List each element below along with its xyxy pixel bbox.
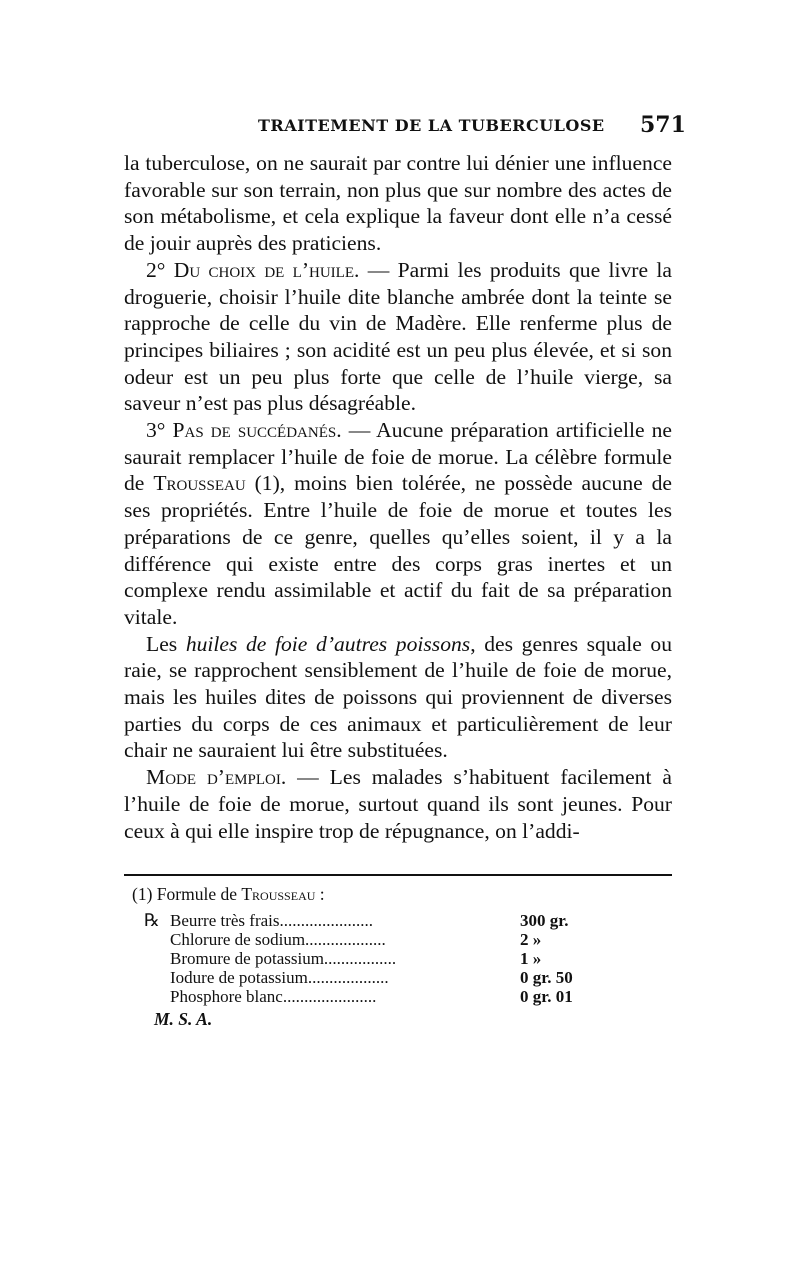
paragraph-text: , des genres squale ou raie, se rapprochent sensiblement de l’huile de foie de morue, mais les huiles dites de poissons qui proviennent de diverses parties du corps de ces animaux et particulièrement de leur chair ne sauraient lui être substituées. (124, 631, 673, 763)
ingredient-quantity: 0 gr. 50 (520, 967, 573, 987)
section-heading: Mode d’emploi. (146, 765, 287, 790)
ingredient-name: Beurre très frais...................... (170, 910, 374, 930)
section-heading: 2° Du choix de l’huile. (146, 257, 360, 282)
paragraph-succedanes (124, 417, 672, 631)
footnote (132, 884, 672, 1030)
paragraph-text: (1), moins bien tolérée, ne possède aucune de ses propriétés. Entre l’huile de foie de morue et toutes les préparations de ce genre, quelles qu’elles soient, il y a la différence qui existe entre des corps gras inertes et un complexe rendu assimilable et actif du fait de sa préparation vitale. (124, 471, 672, 629)
italic-term: huiles de foie d’autres poissons (185, 631, 471, 656)
running-title: TRAITEMENT DE LA TUBERCULOSE (258, 116, 605, 135)
author-name: Trousseau (241, 884, 316, 904)
body-text (124, 150, 672, 844)
page-number: 571 (640, 112, 686, 138)
ingredient-quantity: 300 gr. (520, 910, 569, 930)
recipe-row (132, 986, 672, 1005)
recipe-symbol: ℞ (144, 909, 160, 930)
paragraph-text: Les (146, 631, 186, 656)
paragraph-continuation: la tuberculose, on ne saurait par contre lui dénier une influence favorable sur son terrain, non plus que sur nombre des actes de son métabolisme, et cela explique la faveur dont elle n’a cessé de jouir auprès des praticiens. (124, 151, 672, 256)
section-heading: 3° Pas de succédanés. (146, 418, 342, 443)
recipe-row (132, 948, 672, 967)
recipe-row (132, 929, 672, 948)
paragraph-text: — Les malades s’habituent facilement à l’huile de foie de morue, surtout quand ils sont jeunes. Pour ceux à qui elle inspire trop de répugnance, on l’addi- (124, 765, 672, 843)
paragraph-mode-emploi (124, 764, 672, 844)
paragraph-text: — Parmi les produits que livre la droguerie, choisir l’huile dite blanche ambrée dont la teinte se rapproche de celle du vin de Madère. Elle renferme plus de principes biliaires ; son acidité est un peu plus élevée, et si son odeur est un peu plus forte que celle de l’huile vierge, sa saveur n’est pas plus désagréable. (124, 257, 672, 416)
ingredient-quantity: 2 » (520, 929, 542, 949)
ingredient-name: Chlorure de sodium................... (170, 929, 386, 949)
footnote-intro: (1) Formule de Trousseau : (132, 884, 325, 904)
ingredient-name: Bromure de potassium................. (170, 948, 397, 968)
footnote-divider (124, 874, 672, 876)
paragraph-autres-poissons (124, 631, 672, 765)
paragraph-choix-huile (124, 257, 672, 417)
ingredient-quantity: 0 gr. 01 (520, 986, 573, 1006)
author-name: Trousseau (153, 471, 246, 496)
recipe-row (132, 910, 672, 929)
page-header (0, 112, 800, 140)
ingredient-name: Phosphore blanc...................... (170, 986, 377, 1006)
ingredient-name: Iodure de potassium................... (170, 967, 389, 987)
paragraph-text: — Aucune préparation artificielle ne saurait remplacer l’huile de foie de morue. La célèbre formule de (124, 418, 672, 496)
recipe-row (132, 967, 672, 986)
recipe-closing: M. S. A. (154, 1008, 213, 1029)
ingredient-quantity: 1 » (520, 948, 542, 968)
